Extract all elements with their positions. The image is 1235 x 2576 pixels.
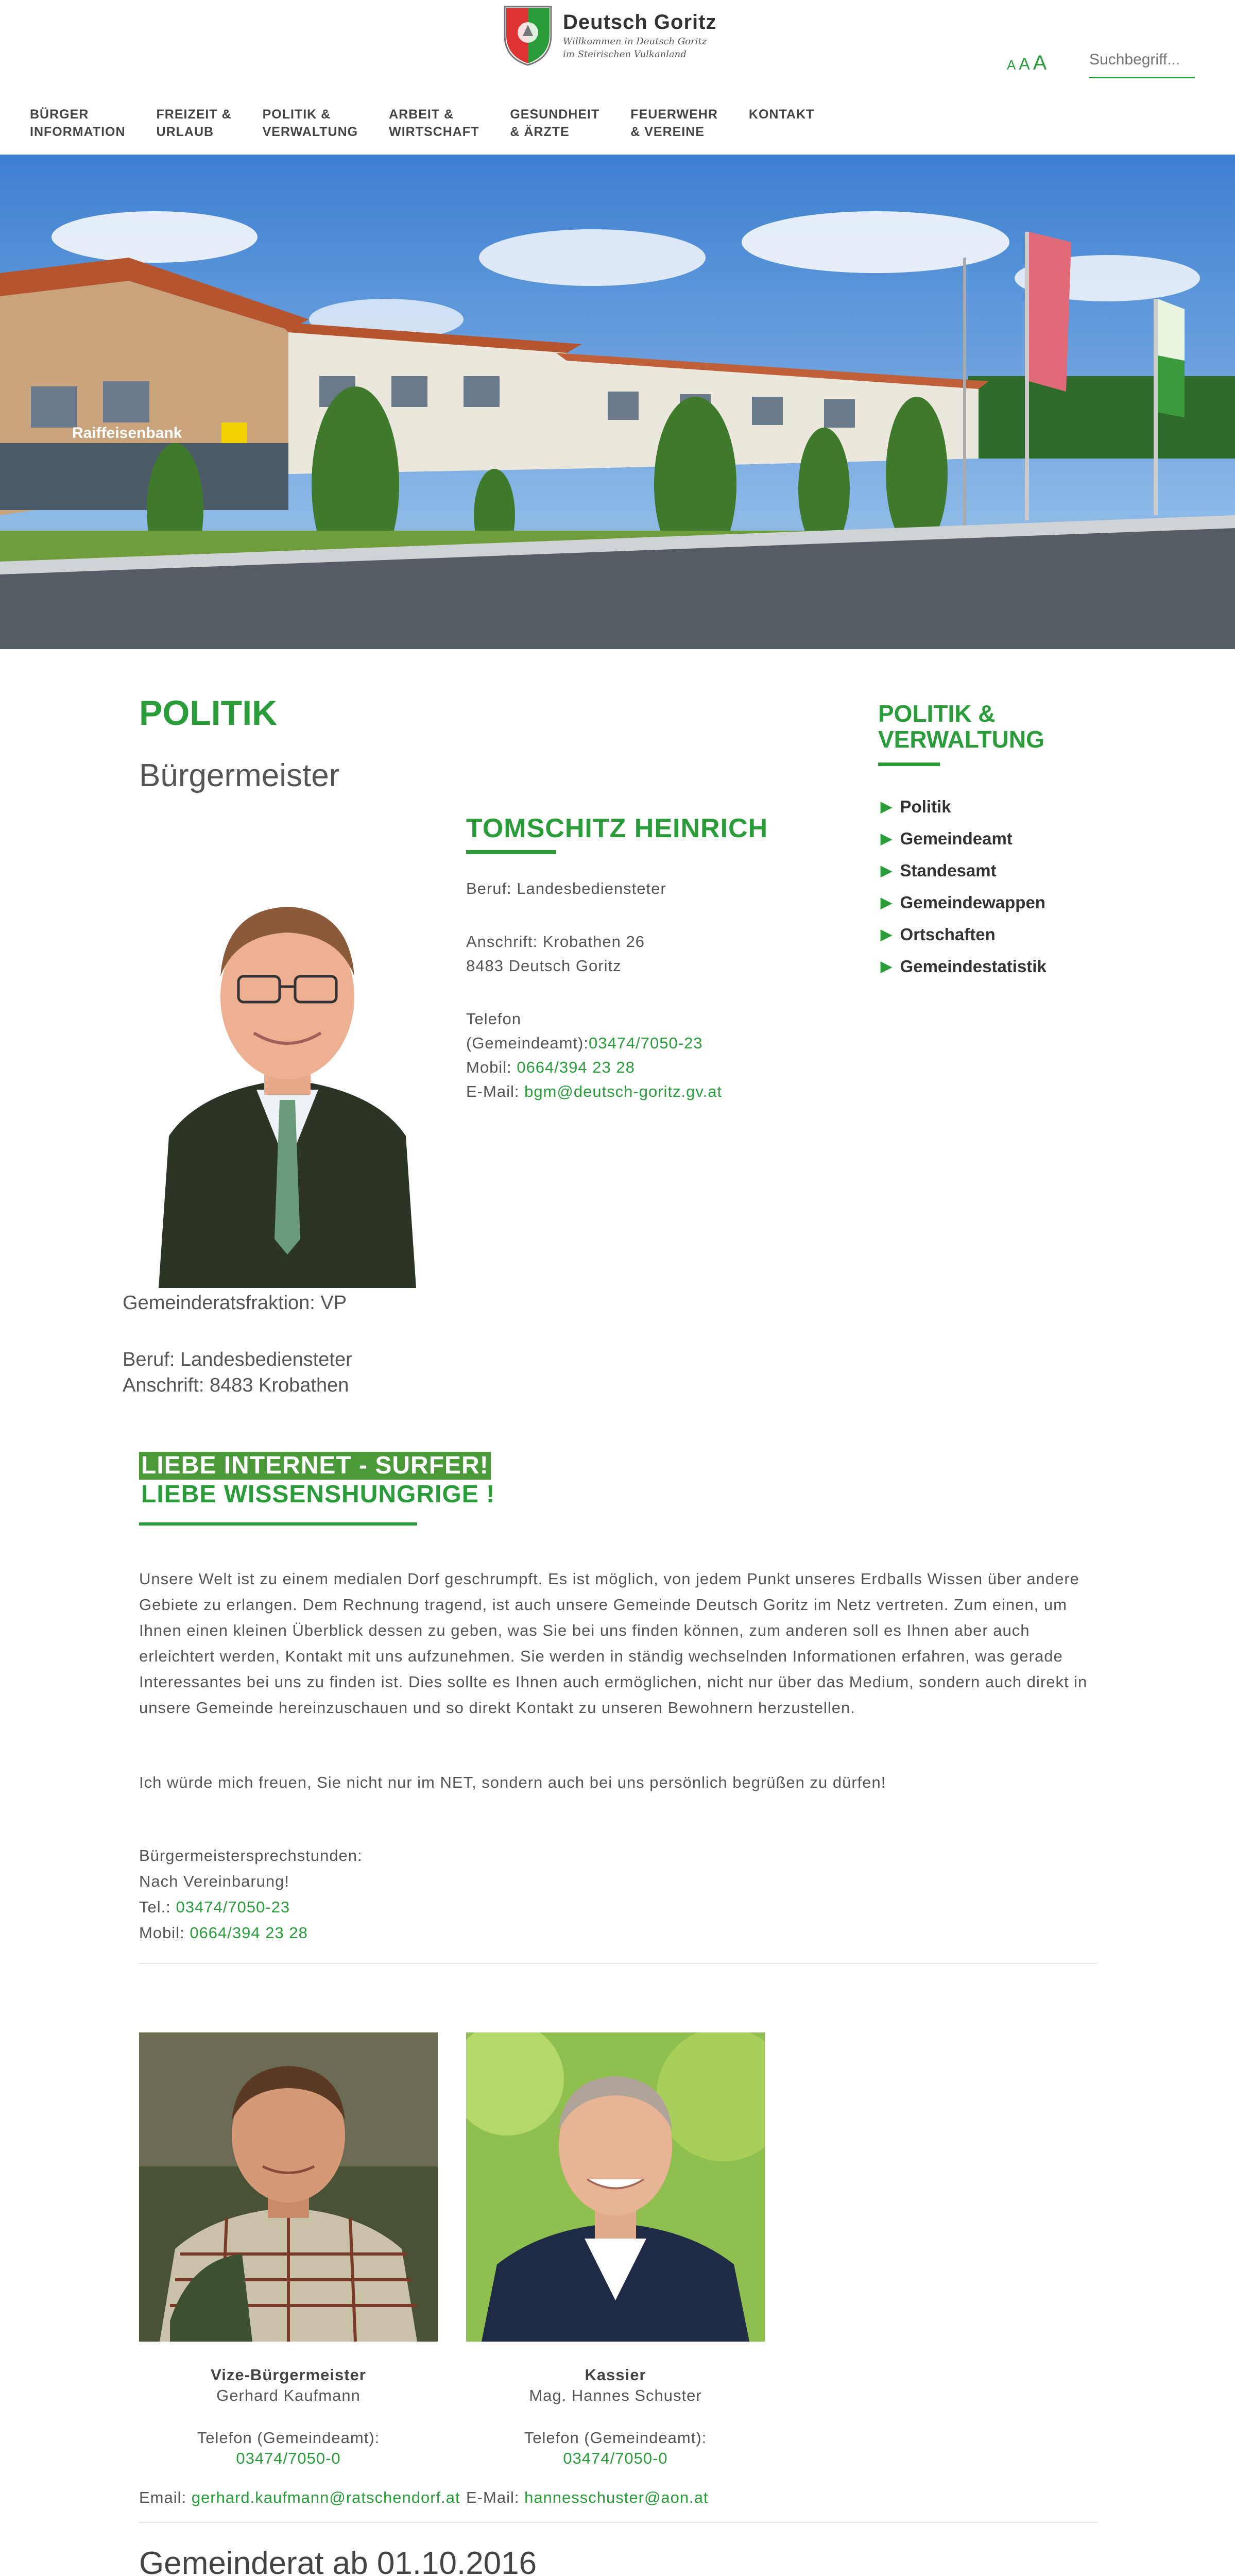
mayor-caption-beruf: Beruf: Landesbediensteter [123,1349,352,1370]
welcome-headline-underline [139,1522,417,1526]
gemeinderat-title: Gemeinderat ab 01.10.2016 [139,2546,537,2576]
mayor-name: TOMSCHITZ HEINRICH [466,814,768,843]
caret-right-icon: ▶ [881,862,892,878]
caret-right-icon: ▶ [881,831,892,846]
mayor-address-line-1: Anschrift: Krobathen 26 [466,933,645,951]
kassier-name: Mag. Hannes Schuster [529,2386,702,2404]
caret-right-icon: ▶ [881,926,892,942]
mayor-gemeindeamt-phone-link[interactable]: 03474/7050-23 [588,1034,703,1052]
sprechstunden-tel-row: Tel.: 03474/7050-23 [139,1898,290,1916]
sidebar-item-politik[interactable]: ▶ Politik [881,791,1047,823]
mayor-portrait [123,848,452,1288]
coat-of-arms-icon [502,4,554,66]
search-input[interactable] [1089,42,1195,78]
font-size-switcher [1007,52,1050,75]
mayor-mobil-row: Mobil: 0664/394 23 28 [466,1058,635,1076]
vize-email-row: Email: gerhard.kaufmann@ratschendorf.at [139,2488,460,2506]
font-size-large[interactable]: A [1033,52,1047,74]
page-title: POLITIK [139,693,278,733]
site-header [0,0,1235,155]
kassier-email-link[interactable]: hannesschuster@aon.at [524,2488,709,2506]
mayor-beruf: Beruf: Landesbediensteter [466,879,666,897]
town-hall-photo [0,155,1235,649]
vize-portrait [139,2032,438,2342]
mayor-email-row: E-Mail: bgm@deutsch-goritz.gv.at [466,1082,723,1100]
page-subtitle: Bürgermeister [139,758,340,793]
kassier-phone-link[interactable]: 03474/7050-0 [563,2449,668,2467]
caret-right-icon: ▶ [881,799,892,815]
font-size-small[interactable]: A [1007,57,1016,73]
mayor-mobil-link[interactable]: 0664/394 23 28 [517,1058,635,1076]
nav-gesundheit-aerzte[interactable]: GESUNDHEIT & ÄRZTE [510,107,600,139]
font-size-medium[interactable]: A [1019,55,1030,73]
sidebar-item-ortschaften[interactable]: ▶ Ortschaften [881,919,1047,951]
vize-name: Gerhard Kaufmann [216,2386,361,2404]
site-tagline-1: Willkommen in Deutsch Goritz [563,36,707,47]
sidebar-item-gemeindewappen[interactable]: ▶ Gemeindewappen [881,887,1047,919]
site-tagline-2: im Steirischen Vulkanland [563,48,687,60]
site-logo[interactable] [502,4,716,66]
nav-freizeit-urlaub[interactable]: FREIZEIT & URLAUB [156,107,232,139]
divider [139,1963,1097,1964]
mayor-email-link[interactable]: bgm@deutsch-goritz.gv.at [524,1082,723,1100]
vize-phone-link[interactable]: 03474/7050-0 [236,2449,341,2467]
kassier-telefon-label: Telefon (Gemeindeamt): [524,2429,707,2447]
vize-photo [139,2032,438,2342]
mayor-caption-anschrift: Anschrift: 8483 Krobathen [123,1375,349,1396]
sprechstunden-tel-link[interactable]: 03474/7050-23 [176,1898,290,1916]
hero-image [0,155,1235,649]
sidebar-title: POLITIK & VERWALTUNG [878,700,1044,753]
vize-email-link[interactable]: gerhard.kaufmann@ratschendorf.at [191,2488,460,2506]
mayor-telefon-label: Telefon [466,1010,521,1028]
nav-politik-verwaltung[interactable]: POLITIK & VERWALTUNG [262,107,358,139]
sidebar-item-gemeindestatistik[interactable]: ▶ Gemeindestatistik [881,951,1047,982]
kassier-portrait [466,2032,765,2342]
nav-buerger-information[interactable]: BÜRGER INFORMATION [30,107,126,139]
caret-right-icon: ▶ [881,894,892,910]
sprechstunden-mobil-row: Mobil: 0664/394 23 28 [139,1924,308,1942]
welcome-headline: LIEBE INTERNET - SURFER! LIEBE WISSENSHUNGRIGE ! [139,1452,497,1509]
kassier-card [466,2365,765,2469]
vize-telefon-label: Telefon (Gemeindeamt): [197,2429,380,2447]
site-name: Deutsch Goritz [563,10,717,33]
sidebar-item-standesamt[interactable]: ▶ Standesamt [881,855,1047,887]
caret-right-icon: ▶ [881,958,892,974]
bank-sign: Raiffeisenbank [72,425,182,442]
mayor-address-line-2: 8483 Deutsch Goritz [466,957,622,975]
sidebar-item-gemeindeamt[interactable]: ▶ Gemeindeamt [881,823,1047,855]
nav-kontakt[interactable]: KONTAKT [748,107,815,122]
kassier-title: Kassier [585,2366,646,2384]
divider [139,2522,1097,2523]
sprechstunden-label: Bürgermeistersprechstunden: [139,1846,363,1865]
mayor-caption-fraktion: Gemeinderatsfraktion: VP [123,1292,347,1314]
mayor-gemeindeamt-row: (Gemeindeamt):03474/7050-23 [466,1034,703,1052]
main-nav [30,106,845,141]
vize-card [139,2365,438,2469]
nav-feuerwehr-vereine[interactable]: FEUERWEHR & VEREINE [630,107,718,139]
welcome-paragraph-2: Ich würde mich freuen, Sie nicht nur im NET, sondern auch bei uns persönlich begrüßen zu dürfen! [139,1773,886,1791]
sprechstunden-mobil-link[interactable]: 0664/394 23 28 [190,1924,308,1942]
mayor-photo [123,848,452,1288]
nav-arbeit-wirtschaft[interactable]: ARBEIT & WIRTSCHAFT [389,107,479,139]
sidebar-title-underline [878,762,940,766]
sidebar-menu [881,791,1047,982]
kassier-photo [466,2032,765,2342]
vereinbarung-text: Nach Vereinbarung! [139,1872,290,1890]
welcome-paragraph-1: Unsere Welt ist zu einem medialen Dorf geschrumpft. Es ist möglich, von jedem Punkt unseres Erdballs Wissen über andere Gebiete zu erlangen. Dem Rechnung tragend, ist auch unsere Gemeinde Deutsch Goritz im Netz vertreten. Zum einen, um Ihnen einen kleinen Überblick dessen zu geben, was Sie bei uns finden können, zum anderen soll es Ihnen aber auch erleichtert werden, Kontakt mit uns aufzunehmen. Sie werden in ständig wechselnden Informationen erfahren, was gerade Interessantes bei uns zu finden ist. Dies sollte es Ihnen auch ermöglichen, nicht nur über das Medium, sondern auch direkt in unsere Gemeinde hereinzuschauen und so direkt Kontakt zu unseren Bewohnern herzustellen. [139,1570,1088,1717]
mayor-name-underline [466,850,556,854]
kassier-email-row: E-Mail: hannesschuster@aon.at [466,2488,709,2506]
vize-title: Vize-Bürgermeister [211,2366,366,2384]
